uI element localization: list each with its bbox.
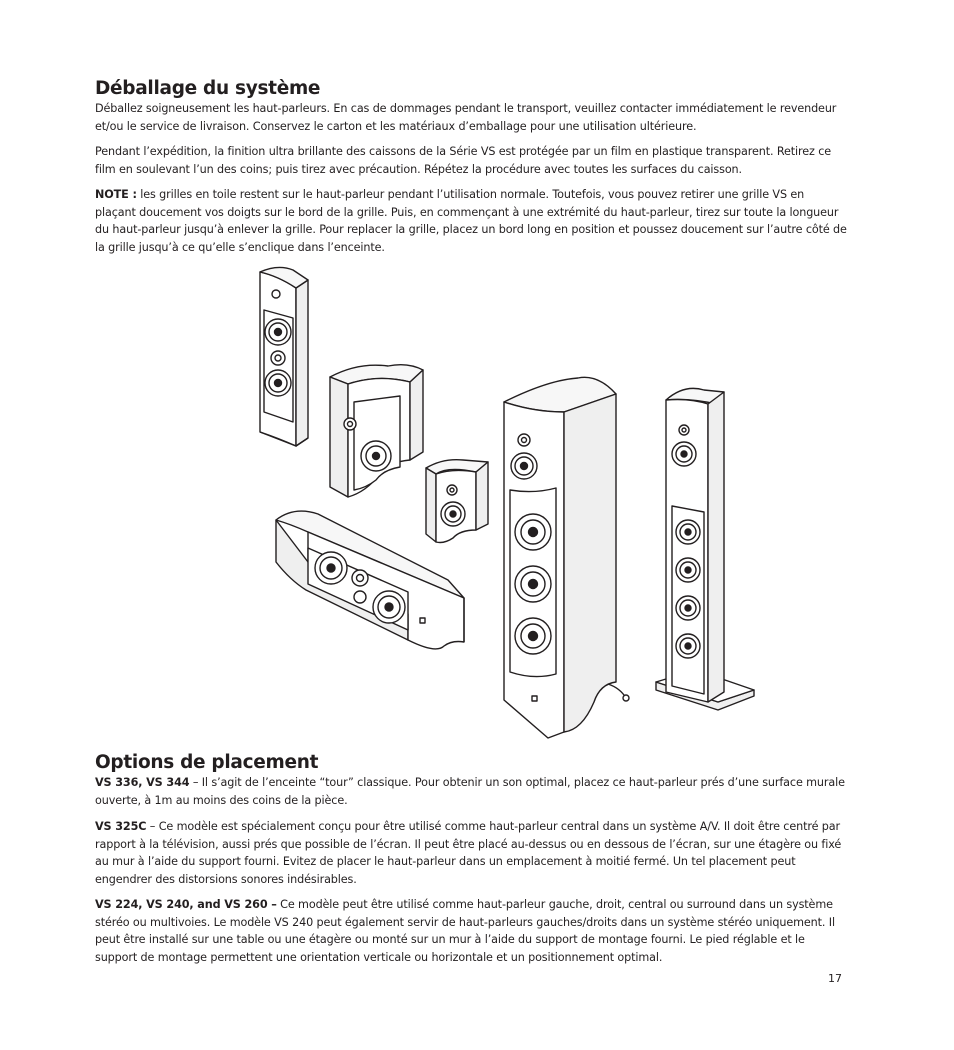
- speaker-lineup-illustration: [248, 262, 768, 742]
- placement-item-text: Ce modèle peut être utilisé comme haut-parleur gauche, droit, central ou surround dans un système stéréo ou multivoies. Le modèle VS 240 peut également servir de haut-parleurs gauches/droits dans un système stéréo uniquement. Il peut être installé sur une table ou une étagère ou monté sur un mur à l’aide du support de montage fourni. Le pied réglable et le support de montage permettent une orientation verticale ou horizontale et un positionnement optimal.: [95, 898, 835, 964]
- placement-item-tower: [95, 774, 847, 809]
- unpacking-paragraph-2: Pendant l’expédition, la finition ultra brillante des caissons de la Série VS est protégée par un film en plastique transparent. Retirez ce film en soulevant l’un des coins; puis tirez avec précaution. Répétez la procédure avec toutes les surfaces du caisson.: [95, 145, 831, 176]
- unpacking-heading: Déballage du système: [95, 78, 321, 99]
- page-number: 17: [828, 972, 842, 985]
- unpacking-paragraph-1: Déballez soigneusement les haut-parleurs. En cas de dommages pendant le transport, veuillez contacter immédiatement le revendeur et/ou le service de livraison. Conservez le carton et les matériaux d’emballage pour une utilisation ultérieure.: [95, 102, 837, 133]
- bookshelf-speaker-drawing: [330, 365, 423, 497]
- note-paragraph: [95, 186, 847, 256]
- placement-heading: Options de placement: [95, 752, 319, 773]
- placement-item-label: VS 224, VS 240, and VS 260 –: [95, 898, 277, 911]
- placement-item-label: VS 336, VS 344: [95, 776, 190, 789]
- placement-item-text: – Il s’agit de l’enceinte “tour” classique. Pour obtenir un son optimal, placez ce haut-parleur prés d’une surface murale ouverte, à 1m au moins des coins de la pièce.: [95, 776, 845, 807]
- placement-item-label: VS 325C: [95, 820, 147, 833]
- placement-item-text: – Ce modèle est spécialement conçu pour être utilisé comme haut-parleur central dans un système A/V. Il doit être centré par rapport à la télévision, aussi prés que possible de l’écran. Il peut être placé au-dessus ou en dessous de l’écran, sur une étagère ou fixé au mur à l’aide du support fourni. Evitez de placer le haut-parleur dans un emplacement à moitié fermé. Un tel placement peut engendrer des distorsions sonores indésirables.: [95, 820, 842, 886]
- small-bookshelf-speaker-drawing: [426, 460, 488, 543]
- placement-item-bookshelf: [95, 896, 847, 966]
- slim-tower-speaker-drawing: [260, 267, 308, 446]
- tower-on-stand-speaker-drawing: [656, 388, 754, 710]
- placement-item-center: [95, 818, 847, 888]
- large-tower-speaker-drawing: [504, 377, 629, 738]
- note-label: NOTE :: [95, 188, 137, 201]
- note-text: les grilles en toile restent sur le haut-parleur pendant l’utilisation normale. Toutefois, vous pouvez retirer une grille VS en plaçant doucement vos doigts sur le bord de la grille. Puis, en commençant à une extrémité du haut-parleur, tirez sur toute la longueur du haut-parleur jusqu’à enlever la grille. Pour replacer la grille, placez un bord long en position et poussez doucement sur l’autre côté de la grille jusqu’à ce qu’elle s’enclique dans l’enceinte.: [95, 188, 847, 254]
